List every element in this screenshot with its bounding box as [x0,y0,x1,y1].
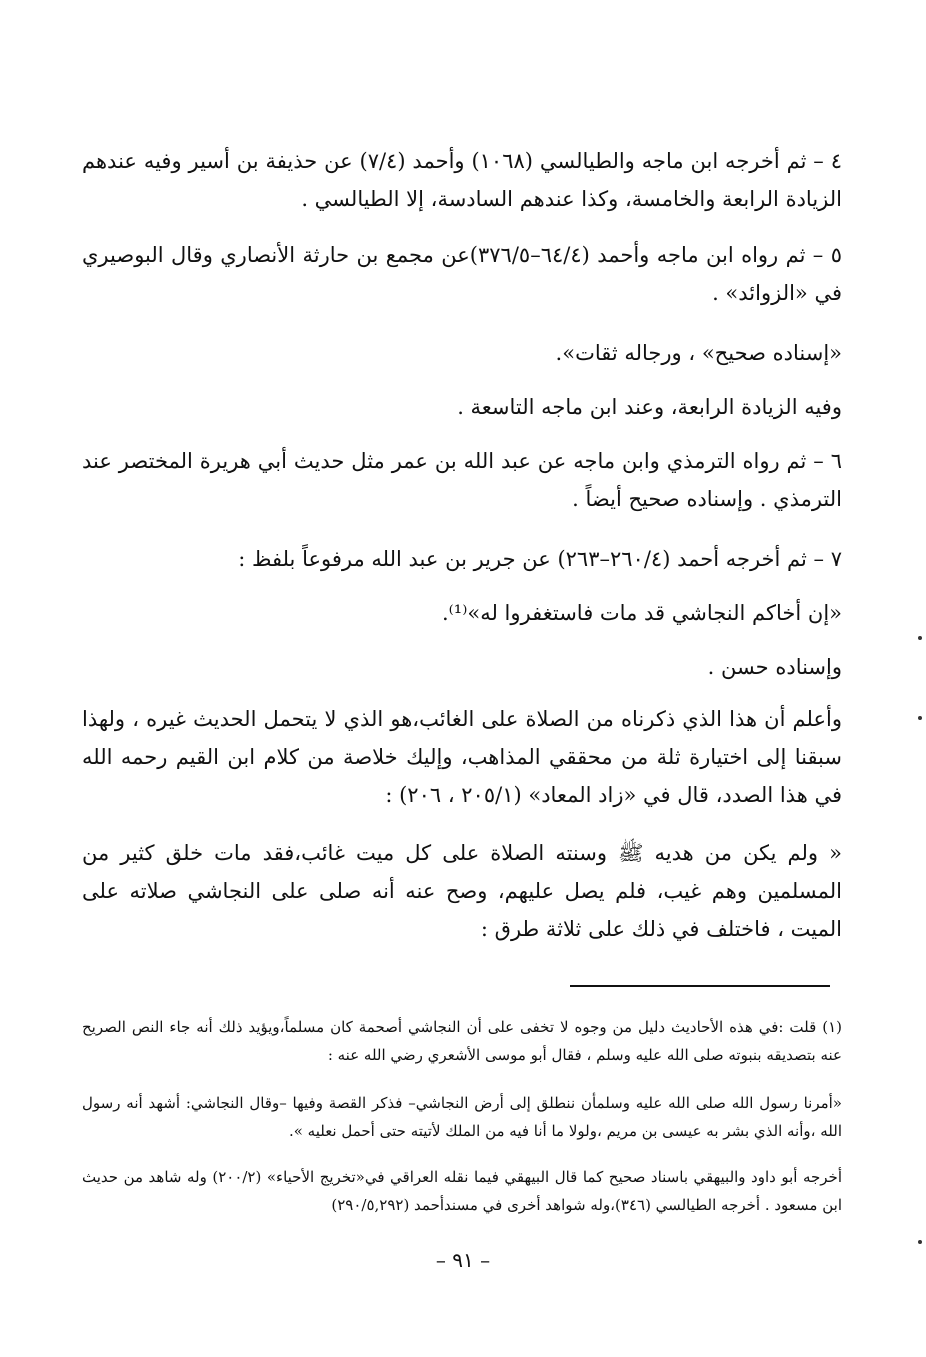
footnote-separator [570,985,830,987]
scan-mark [918,1240,922,1244]
paragraph-hadith-6: ٦ – ثم رواه الترمذي وابن ماجه عن عبد الله بن عمر مثل حديث أبي هريرة المختصر عند الترمذي . وإسناده صحيح أيضاً . [82,449,842,511]
paragraph-hadith-7: ٧ – ثم أخرجه أحمد (٢٦٠/٤–٢٦٣) عن جرير بن عبد الله مرفوعاً بلفظ : [238,547,842,571]
scan-mark [918,636,922,640]
paragraph-quote-isnad: «إسناده صحيح» ، ورجاله ثقات». [555,341,842,365]
paragraph-isnad-hasan: وإسناده حسن . [707,655,842,679]
paragraph-ibn-qayyim-quote: « ولم يكن من هديه ﷺ وسنته الصلاة على كل ميت غائب،فقد مات خلق كثير من المسلمين وهم غيب، فلم يصل عليهم، وصح عنه أنه صلى على النجاشي صلاته على الميت ، فاختلف في ذلك على ثلاثة طرق : [82,841,842,941]
footnote-1: (١) قلت :في هذه الأحاديث دليل من وجوه لا تخفى على أن النجاشي أصحمة كان مسلماً،ويؤيد ذلك أنه جاء النص الصريح عنه بتصديقه بنبوته صلى الله عليه وسلم ، فقال أبو موسى الأشعري رضي الله عنه : [82,1018,842,1064]
footnote-quote: «أمرنا رسول الله صلى الله عليه وسلمأن ننطلق إلى أرض النجاشي– فذكر القصة وفيها –وقال النجاشي: أشهد أنه رسول الله ،وأنه الذي بشر به عيسى بن مريم ،ولولا ما أنا فيه من الملك لأتيته حتى أحمل نعليه ». [82,1094,842,1140]
footnote-takhrij: أخرجه أبو داود والبيهقي باسناد صحيح كما قال البيهقي فيما نقله العراقي في«تخريج الأحياء» (٢٠٠/٢) وله شاهد من حديث ابن مسعود . أخرجه الطيالسي (٣٤٦)،وله شواهد أخرى في مسندأحمد (٢٩٠/٥,٢٩٢) [82,1168,842,1214]
scan-mark [918,716,922,720]
paragraph-quote-najashi: «إن أخاكم النجاشي قد مات فاستغفروا له»⁽¹⁾. [441,601,842,625]
page-number: – ٩١ – [435,1248,491,1272]
paragraph-ziyada: وفيه الزيادة الرابعة، وعند ابن ماجه التاسعة . [457,395,842,419]
paragraph-hadith-4: ٤ – ثم أخرجه ابن ماجه والطيالسي (١٠٦٨) وأحمد (٧/٤) عن حذيفة بن أسير وفيه عندهم الزيادة الرابعة والخامسة، وكذا عندهم السادسة، إلا الطيالسي . [82,149,842,211]
paragraph-salat-ghaib: وأعلم أن هذا الذي ذكرناه من الصلاة على الغائب،هو الذي لا يتحمل الحديث غيره ، ولهذا سبقنا إلى اختيارة ثلة من محققي المذاهب، وإليك خلاصة من كلام ابن القيم رحمه الله في هذا الصدد، قال في «زاد المعاد» (٢٠٥/١ ، ٢٠٦) : [82,707,842,807]
paragraph-hadith-5: ٥ – ثم رواه ابن ماجه وأحمد (٦٤/٤–٣٧٦/٥)عن مجمع بن حارثة الأنصاري وقال البوصيري في «الزوائد» . [82,243,842,305]
